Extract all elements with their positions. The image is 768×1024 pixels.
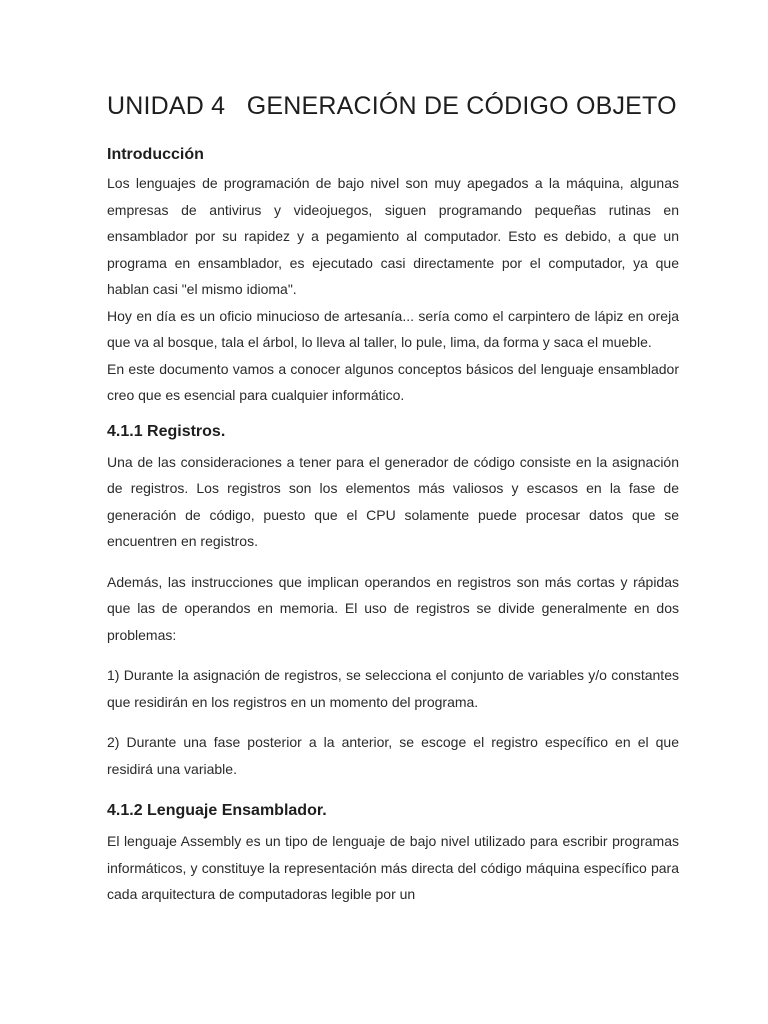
section-ensamblador: [107, 800, 679, 908]
intro-paragraph-3: En este documento vamos a conocer algunos conceptos básicos del lenguaje ensamblador creo que es esencial para cualquier informático.: [107, 360, 679, 403]
intro-paragraph-1: Los lenguajes de programación de bajo nivel son muy apegados a la máquina, algunas empresas de antivirus y videojuegos, siguen programando pequeñas rutinas en ensamblador por su rapidez y a pegamiento al computador. Esto es debido, a que un programa en ensamblador, es ejecutado casi directamente por el computador, ya que hablan casi "el mismo idioma".: [107, 175, 679, 297]
section-heading-registros: 4.1.1 Registros.: [107, 422, 226, 440]
section-heading-introduccion: Introducción: [107, 146, 204, 163]
section-introduccion: [107, 144, 679, 409]
registros-paragraph-3: 1) Durante la asignación de registros, se selecciona el conjunto de variables y/o constantes que residirán en los registros en un momento del programa.: [107, 667, 679, 710]
document-title: UNIDAD 4 GENERACIÓN DE CÓDIGO OBJETO: [107, 92, 677, 120]
registros-paragraph-2: Además, las instrucciones que implican operandos en registros son más cortas y rápidas que las de operandos en memoria. El uso de registros se divide generalmente en dos problemas:: [107, 573, 679, 643]
section-registros: [107, 421, 679, 783]
ensamblador-paragraph-1: El lenguaje Assembly es un tipo de lenguaje de bajo nivel utilizado para escribir programas informáticos, y constituye la representación más directa del código máquina específico para cada arquitectura de computadoras legible por un: [107, 833, 679, 902]
registros-paragraph-4: 2) Durante una fase posterior a la anterior, se escoge el registro específico en el que residirá una variable.: [107, 734, 679, 777]
section-heading-ensamblador: 4.1.2 Lenguaje Ensamblador.: [107, 802, 327, 819]
intro-paragraph-2: Hoy en día es un oficio minucioso de artesanía... sería como el carpintero de lápiz en oreja que va al bosque, tala el árbol, lo lleva al taller, lo pule, lima, da forma y saca el mueble.: [107, 307, 679, 350]
document-page: [107, 88, 679, 908]
registros-paragraph-1: Una de las consideraciones a tener para el generador de código consiste en la asignación de registros. Los registros son los elementos más valiosos y escasos en la fase de generación de código, puesto que el CPU solamente puede procesar datos que se encuentren en registros.: [107, 453, 679, 549]
